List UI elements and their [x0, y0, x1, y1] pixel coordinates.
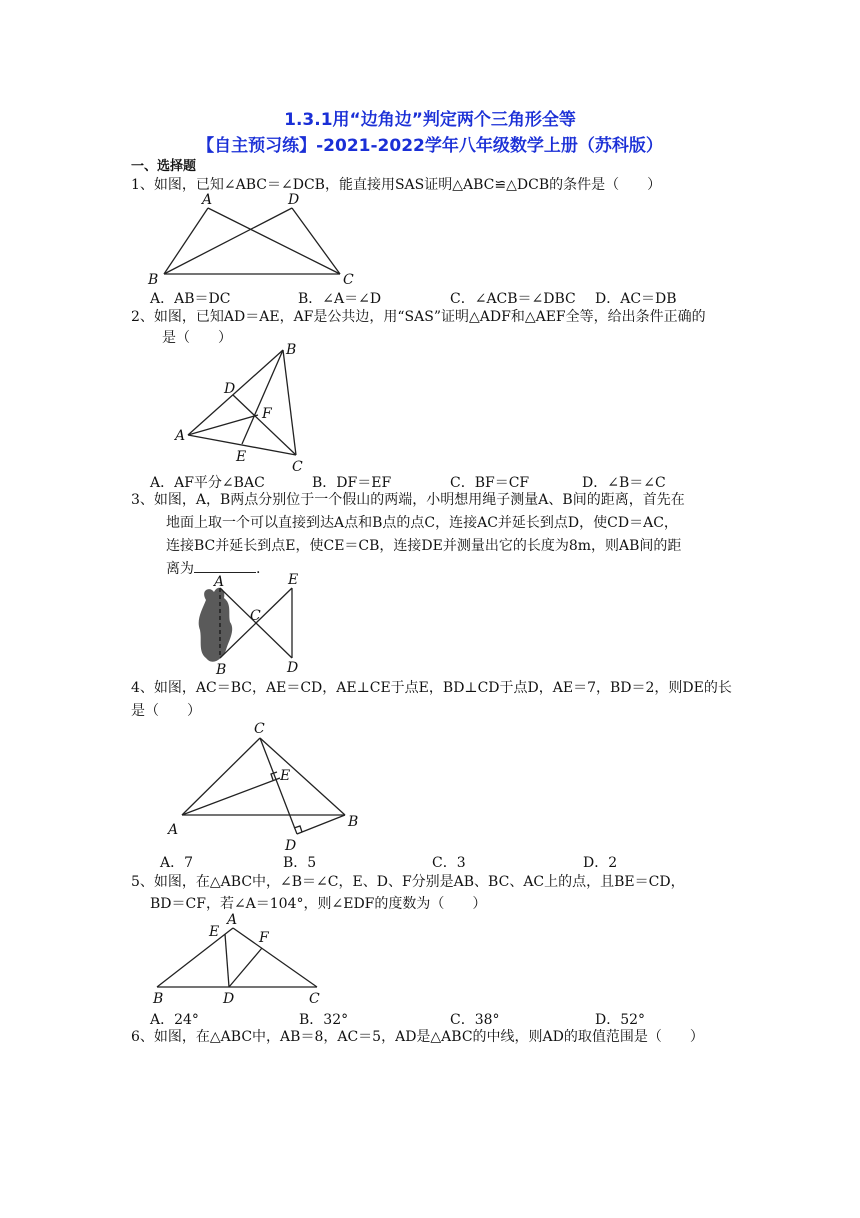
q2-text-1: 2、如图，已知AD＝AE，AF是公共边，用“SAS”证明△ADF和△AEF全等，给出条件正确的 — [131, 309, 706, 325]
q1-option-b: B．∠A＝∠D — [298, 291, 382, 307]
q1-label-a: A — [202, 192, 213, 208]
q4-label-b: B — [348, 814, 359, 830]
q3-label-d: D — [287, 660, 299, 676]
q3-text-1: 3、如图，A，B两点分别位于一个假山的两端，小明想用绳子测量A、B间的距离，首先在 — [131, 492, 685, 508]
q2-option-a: A．AF平分∠BAC — [150, 475, 265, 491]
section-heading: 一、选择题 — [131, 159, 197, 174]
q1-option-d: D．AC＝DB — [595, 291, 677, 307]
q6-text: 6、如图，在△ABC中，AB＝8，AC＝5，AD是△ABC的中线，则AD的取值范围是（ ） — [131, 1029, 704, 1045]
q2-text-2: 是（ ） — [162, 330, 232, 346]
q3-text-2: 地面上取一个可以直接到达A点和B点的点C，连接AC并延长到点D，使CD＝AC， — [166, 515, 678, 531]
q5-label-e: E — [209, 924, 220, 940]
q4-label-c: C — [254, 721, 265, 737]
q2-label-b: B — [286, 342, 297, 358]
q4-label-a: A — [168, 822, 179, 838]
q4-text-1: 4、如图，AC＝BC，AE＝CD，AE⊥CE于点E，BD⊥CD于点D，AE＝7，BD＝2，则DE的长 — [131, 680, 732, 696]
q5-option-c: C．38° — [450, 1012, 500, 1028]
q5-label-b: B — [153, 991, 164, 1007]
title-line-2: 【自主预习练】-2021-2022学年八年级数学上册（苏科版） — [197, 136, 663, 156]
q5-option-a: A．24° — [150, 1012, 199, 1028]
q4-option-c: C．3 — [432, 855, 466, 871]
q4-option-a: A．7 — [160, 855, 194, 871]
q4-label-d: D — [285, 838, 297, 854]
q2-option-b: B．DF＝EF — [312, 475, 392, 491]
q1-text: 1、如图，已知∠ABC＝∠DCB，能直接用SAS证明△ABC≌△DCB的条件是（ ） — [131, 177, 662, 193]
q2-label-d: D — [224, 381, 236, 397]
q4-figure — [160, 718, 380, 858]
q5-option-d: D．52° — [595, 1012, 646, 1028]
q5-label-a: A — [227, 912, 238, 928]
q5-label-f: F — [259, 930, 269, 946]
q2-label-e: E — [236, 449, 247, 465]
q1-label-d: D — [288, 192, 300, 208]
q3-text-3: 连接BC并延长到点E，使CE＝CB，连接DE并测量出它的长度为8m，则AB间的距 — [166, 538, 682, 554]
q3-text-4a: 离为 — [166, 561, 194, 577]
q1-figure — [140, 190, 370, 290]
q4-option-d: D．2 — [583, 855, 618, 871]
q4-label-e: E — [280, 768, 291, 784]
q3-label-e: E — [288, 572, 299, 588]
q5-text-2: BD＝CF，若∠A＝104°，则∠EDF的度数为（ ） — [150, 896, 487, 912]
q1-option-c: C．∠ACB＝∠DBC — [450, 291, 576, 307]
q1-option-a: A．AB＝DC — [150, 291, 231, 307]
q4-text-2: 是（ ） — [131, 703, 201, 719]
q5-option-b: B．32° — [299, 1012, 349, 1028]
q1-label-c: C — [343, 272, 354, 288]
q5-label-d: D — [223, 991, 235, 1007]
q3-label-a: A — [214, 574, 225, 590]
q3-label-b: B — [216, 662, 227, 678]
q4-option-b: B．5 — [283, 855, 317, 871]
q2-label-a: A — [175, 428, 186, 444]
q2-label-c: C — [292, 459, 303, 475]
q3-label-c: C — [250, 608, 261, 624]
q2-option-c: C．BF＝CF — [450, 475, 530, 491]
q2-label-f: F — [262, 406, 272, 422]
q5-figure — [145, 910, 335, 1005]
q2-option-d: D．∠B＝∠C — [582, 475, 666, 491]
q5-label-c: C — [309, 991, 320, 1007]
title-line-1: 1.3.1用“边角边”判定两个三角形全等 — [284, 110, 576, 130]
q5-text-1: 5、如图，在△ABC中，∠B＝∠C，E、D、F分别是AB、BC、AC上的点，且BE＝CD， — [131, 874, 685, 890]
q3-text-4b: . — [256, 561, 261, 577]
q1-label-b: B — [148, 272, 159, 288]
q3-figure — [192, 570, 322, 680]
q2-figure — [170, 340, 330, 480]
